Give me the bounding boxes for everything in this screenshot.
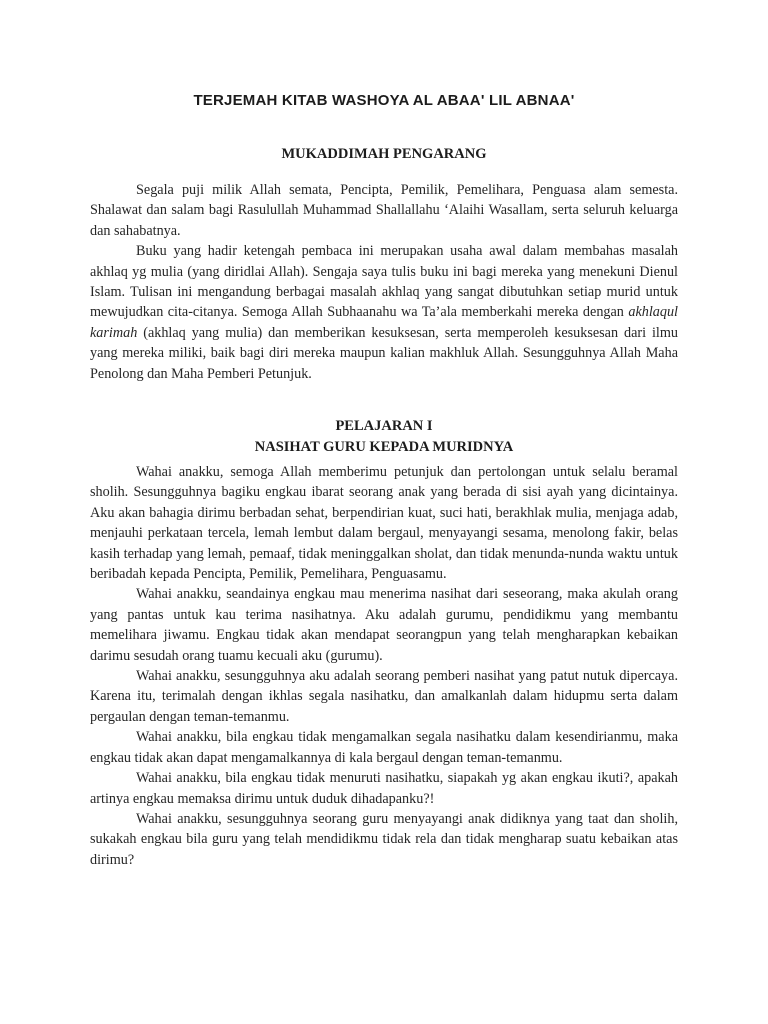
lesson-paragraph-5: Wahai anakku, bila engkau tidak menuruti nasihatku, siapakah yg akan engkau ikuti?, apakah artinya engkau memaksa dirimu untuk duduk dihadapanku?!	[90, 770, 678, 807]
lesson-title: NASIHAT GURU KEPADA MURIDNYA	[254, 438, 514, 455]
preface-paragraph-2	[90, 241, 678, 384]
lesson-paragraph-3: Wahai anakku, sesungguhnya aku adalah seorang pemberi nasihat yang patut nutuk dipercaya. Karena itu, terimalah dengan ikhlas segala nasihatku, dan amalkanlah dalam hidupmu serta dalam pergaulan dengan teman-temanmu.	[90, 668, 678, 725]
preface-body	[90, 180, 678, 384]
lesson-paragraph-2: Wahai anakku, seandainya engkau mau menerima nasihat dari seseorang, maka akulah orang yang pantas untuk kau terima nasihatnya. Aku adalah gurumu, pendidikmu yang membantu memelihara jiwamu. Engkau tidak akan mendapat seorangpun yang telah mengharapkan kebaikan darimu sesudah orang tuamu kecuali aku (gurumu).	[90, 586, 678, 664]
preface-paragraph-2-emphasis: akhlaqul karimah	[90, 304, 678, 341]
preface-paragraph-2-text-b: (akhlaq yang mulia) dan memberikan kesuksesan, serta memperoleh kesuksesan dari ilmu yang mereka miliki, baik bagi diri mereka maupun kalian makhluk Allah. Sesungguhnya Allah Maha Penolong dan Maha Pemberi Petunjuk.	[90, 324, 678, 382]
lesson-body	[90, 462, 678, 870]
document-title: TERJEMAH KITAB WASHOYA AL ABAA' LIL ABNAA'	[193, 92, 575, 109]
preface-paragraph-2-text-a: Buku yang hadir ketengah pembaca ini merupakan usaha awal dalam membahas masalah akhlaq yg mulia (yang diridlai Allah). Sengaja saya tulis buku ini bagi mereka yang menekuni Dienul Islam. Tulisan ini mengandung berbagai masalah akhlaq yang sangat dibutuhkan setiap murid untuk mewujudkan cita-citanya. Semoga Allah Subhaanahu wa Ta’ala memberkahi mereka dengan	[90, 243, 678, 321]
lesson-paragraph-4: Wahai anakku, bila engkau tidak mengamalkan segala nasihatku dalam kesendirianmu, maka engkau tidak akan dapat mengamalkannya di kala bergaul dengan teman-temanmu.	[90, 729, 678, 766]
lesson-paragraph-1: Wahai anakku, semoga Allah memberimu petunjuk dan pertolongan untuk selalu beramal sholih. Sesungguhnya bagiku engkau ibarat seorang anak yang berada di sisi ayah yang dicintainya. Aku akan bahagia dirimu berbadan sehat, berpendirian kuat, suci hati, berakhlak mulia, menjaga adab, menjauhi perkataan tercela, lemah lembut dalam bergaul, menyayangi sesama, menolong fakir, belas kasih terhadap yang lemah, pemaaf, tidak meninggalkan sholat, dan tidak menunda-nunda waktu untuk beribadah kepada Pencipta, Pemilik, Pemelihara, Penguasamu.	[90, 464, 678, 583]
lesson-label: PELAJARAN I	[335, 418, 433, 434]
preface-heading: MUKADDIMAH PENGARANG	[281, 146, 487, 162]
lesson-paragraph-6: Wahai anakku, sesungguhnya seorang guru menyayangi anak didiknya yang taat dan sholih, sukakah engkau bila guru yang telah mendidikmu tidak rela dan tidak mengharap suatu kebaikan atas dirimu?	[90, 810, 678, 868]
preface-paragraph-1: Segala puji milik Allah semata, Pencipta, Pemilik, Pemelihara, Penguasa alam semesta. Shalawat dan salam bagi Rasulullah Muhammad Shallallahu ‘Alaihi Wasallam, serta seluruh keluarga dan sahabatnya.	[90, 182, 678, 239]
lesson-heading	[0, 416, 768, 457]
